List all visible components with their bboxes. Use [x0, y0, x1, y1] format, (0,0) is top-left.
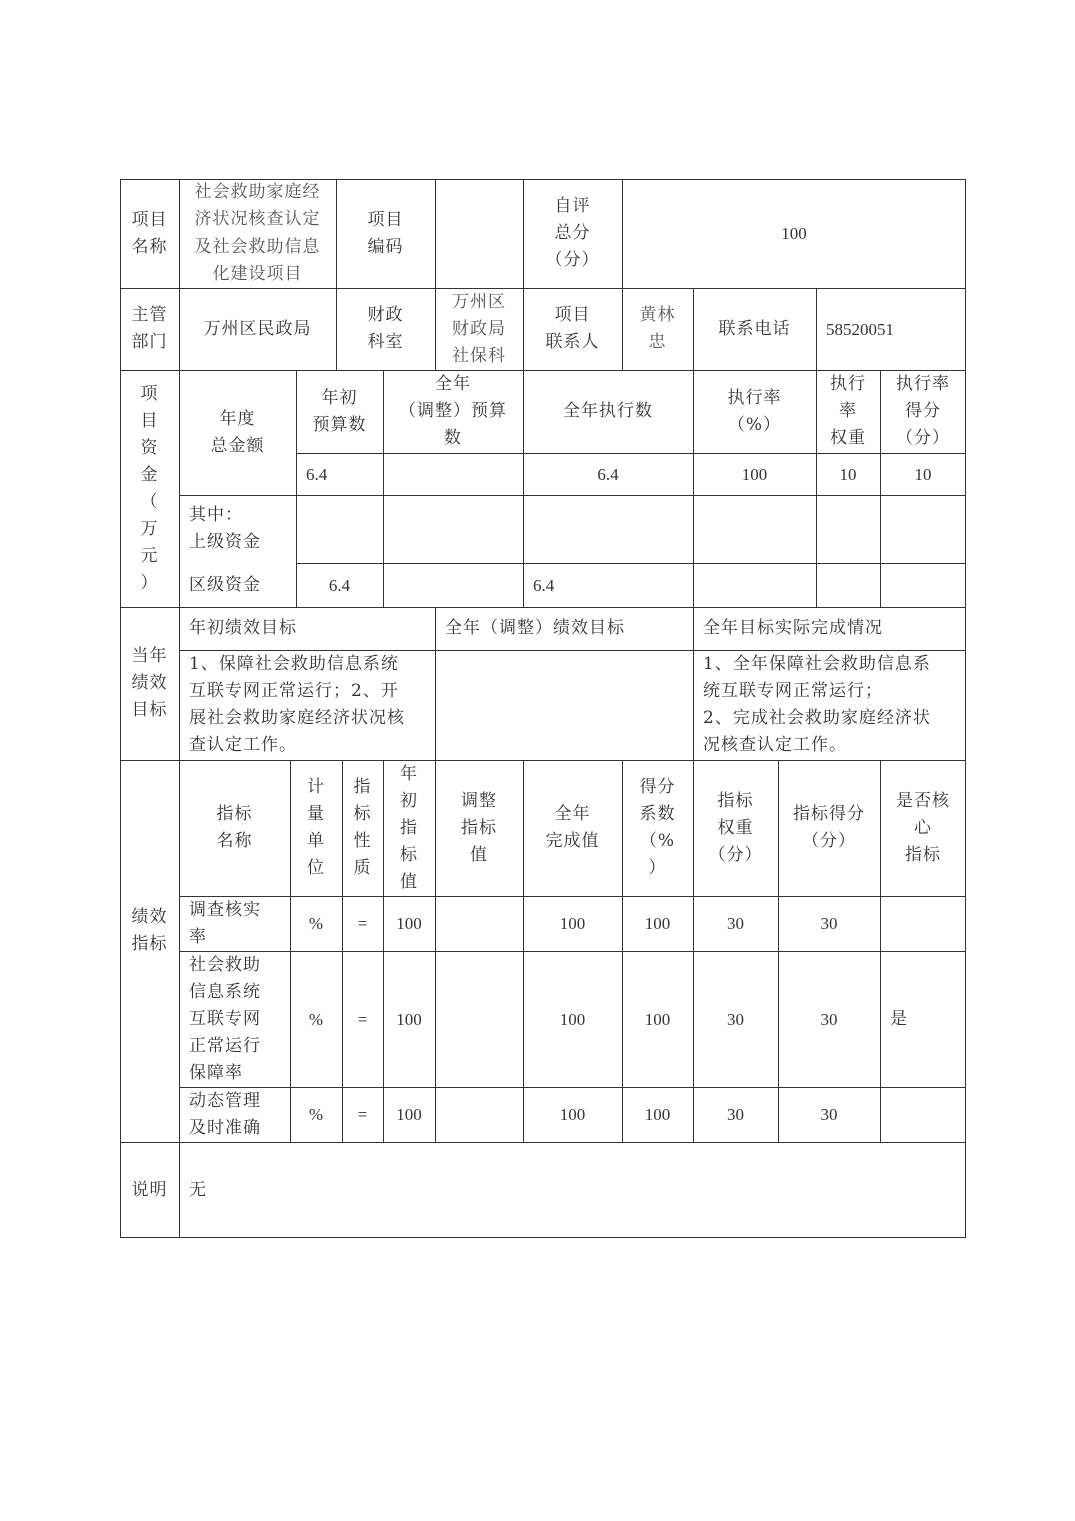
table-row-completed: 100	[559, 1009, 586, 1029]
table-row-initial: 100	[396, 914, 422, 933]
table-row-core	[880, 1087, 966, 1142]
funds-district-initial: 6.4	[328, 575, 351, 595]
notes-label: 说明	[131, 1179, 168, 1200]
table-row-adjusted	[435, 1087, 523, 1142]
indicator-name-header: 指标 名称	[216, 804, 253, 851]
contact-value: 黄林 忠	[639, 305, 676, 352]
funds-superior-label: 其中： 上级资金	[189, 505, 261, 552]
funds-label: 项 目 资 金 （ 万 元 ）	[140, 383, 159, 593]
funds-adjusted-header: 全年 （调整）预算 数	[399, 374, 507, 448]
funds-rate-header: 执行率 （%）	[727, 387, 782, 435]
table-row-core: 是	[890, 1008, 908, 1029]
indicators-label: 绩效 指标	[131, 907, 168, 954]
funds-total-score: 10	[914, 464, 932, 484]
indicator-nature-header: 指 标 性 质	[353, 777, 372, 878]
department-value: 万州区民政局	[203, 318, 312, 339]
funds-district-adjusted	[383, 563, 523, 607]
goals-actual-header: 全年目标实际完成情况	[703, 618, 883, 638]
project-name-value: 社会救助家庭经 济状况核查认定 及社会救助信息 化建设项目	[194, 181, 321, 284]
table-row-score: 30	[820, 914, 838, 933]
contact-label: 项目 联系人	[545, 305, 600, 352]
funds-initial-header: 年初 预算数	[312, 387, 367, 435]
table-row-unit: %	[308, 1009, 324, 1029]
table-row-coefficient: 100	[644, 914, 671, 933]
goals-actual-text: 1、全年保障社会救助信息系 统互联专网正常运行； 2、完成社会救助家庭经济状 况核查认定工作。	[703, 654, 931, 755]
table-row-adjusted	[435, 896, 523, 951]
table-row-initial: 100	[396, 1009, 422, 1029]
funds-total-adjusted	[383, 453, 523, 495]
project-name-label: 项目 名称	[131, 209, 168, 257]
table-row-unit: %	[308, 914, 324, 933]
table-row-weight: 30	[727, 1009, 744, 1029]
table-row-coefficient: 100	[644, 1009, 671, 1029]
table-row-weight: 30	[727, 914, 744, 933]
indicator-adjusted-header: 调整 指标 值	[461, 790, 497, 865]
funds-weight-header: 执行 率 权重	[830, 374, 866, 448]
goals-adjusted-header: 全年（调整）绩效目标	[445, 618, 625, 638]
goals-label: 当年 绩效 目标	[131, 646, 168, 720]
funds-total-header: 年度 总金额	[210, 408, 265, 456]
table-row-nature: =	[357, 1105, 368, 1124]
table-row-score: 30	[820, 1009, 838, 1029]
indicator-initial-header: 年 初 指 标 值	[400, 763, 418, 892]
project-code-value	[435, 179, 523, 288]
funds-total-rate: 100	[741, 464, 768, 484]
department-label: 主管 部门	[131, 305, 168, 352]
table-row-completed: 100	[559, 914, 586, 933]
table-row-nature: =	[357, 914, 368, 933]
phone-value: 58520051	[826, 319, 894, 339]
funds-district-label: 区级资金	[189, 574, 261, 595]
goals-initial-text: 1、保障社会救助信息系统 互联专网正常运行；2、开 展社会救助家庭经济状况核 查认定工作。	[189, 654, 405, 755]
indicator-score-header: 指标得分 （分）	[793, 804, 865, 851]
indicator-completed-header: 全年 完成值	[545, 804, 600, 851]
project-code-label: 项目 编码	[367, 209, 404, 257]
notes-value: 无	[189, 1179, 207, 1200]
indicator-core-header: 是否核 心 指标	[896, 790, 950, 865]
funds-executed-header: 全年执行数	[563, 401, 653, 421]
table-row-adjusted	[435, 951, 523, 1087]
funds-total-weight: 10	[839, 464, 857, 484]
funds-total-initial: 6.4	[306, 464, 328, 484]
table-row-score: 30	[820, 1105, 838, 1124]
table-row-initial: 100	[396, 1105, 422, 1124]
table-row-coefficient: 100	[644, 1105, 671, 1124]
evaluation-table	[120, 179, 966, 1238]
goals-initial-header: 年初绩效目标	[189, 618, 297, 638]
self-score-label: 自评 总分 （分）	[545, 196, 600, 270]
table-row-nature: =	[357, 1009, 368, 1029]
funds-total-executed: 6.4	[597, 464, 619, 484]
finance-office-value: 万州区 财政局 社保科	[452, 291, 506, 366]
table-row-core	[880, 896, 966, 951]
phone-label: 联系电话	[718, 318, 791, 339]
indicator-coefficient-header: 得分 系数 （% ）	[639, 777, 676, 878]
table-row-name: 动态管理 及时准确	[189, 1090, 261, 1138]
table-row-weight: 30	[727, 1105, 744, 1124]
indicator-weight-header: 指标 权重 （分）	[708, 790, 763, 865]
goals-adjusted-text	[435, 650, 693, 760]
table-row-completed: 100	[559, 1105, 586, 1124]
table-row-name: 调查核实 率	[189, 899, 261, 947]
self-score-value: 100	[781, 224, 807, 243]
indicator-unit-header: 计 量 单 位	[307, 777, 325, 878]
table-row-unit: %	[308, 1105, 324, 1124]
funds-district-executed: 6.4	[533, 575, 555, 595]
finance-office-label: 财政 科室	[367, 305, 404, 352]
funds-score-header: 执行率 得分 （分）	[896, 374, 950, 448]
table-row-name: 社会救助 信息系统 互联专网 正常运行 保障率	[189, 954, 261, 1083]
